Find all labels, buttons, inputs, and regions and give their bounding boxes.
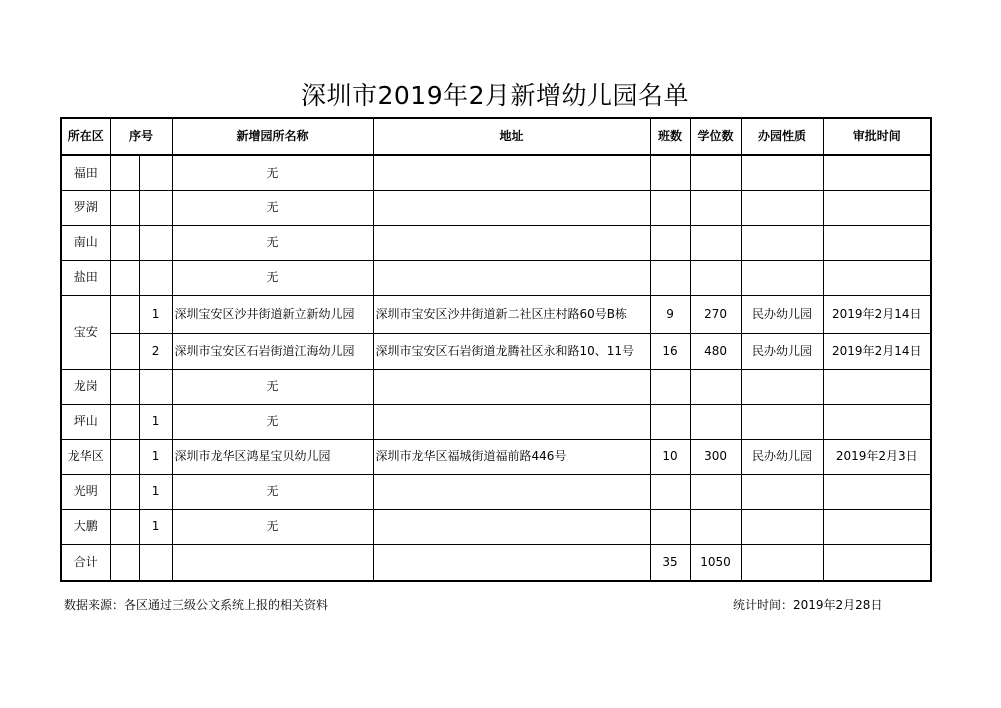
seats-cell	[690, 509, 741, 544]
seq-cell	[139, 369, 172, 404]
seats-cell	[690, 190, 741, 225]
date-cell	[823, 260, 931, 295]
classes-cell	[650, 474, 690, 509]
blank-cell	[110, 190, 139, 225]
type-cell	[741, 190, 823, 225]
seats-cell	[690, 474, 741, 509]
name-cell	[172, 544, 373, 581]
type-cell	[741, 225, 823, 260]
date-cell	[823, 190, 931, 225]
name-cell: 无	[172, 190, 373, 225]
blank-cell	[110, 544, 139, 581]
table-row	[61, 474, 931, 509]
classes-cell	[650, 155, 690, 190]
table-row	[61, 404, 931, 439]
classes-cell: 16	[650, 333, 690, 369]
blank-cell	[110, 404, 139, 439]
district-cell: 福田	[61, 155, 110, 190]
name-cell: 无	[172, 155, 373, 190]
address-cell	[373, 474, 650, 509]
date-cell	[823, 509, 931, 544]
type-cell: 民办幼儿园	[741, 333, 823, 369]
date-cell: 2019年2月14日	[823, 333, 931, 369]
header-seq: 序号	[110, 118, 172, 155]
seq-cell	[139, 225, 172, 260]
district-cell: 宝安	[61, 295, 110, 369]
classes-cell	[650, 225, 690, 260]
type-cell	[741, 474, 823, 509]
header-type: 办园性质	[741, 118, 823, 155]
stat-time-note: 统计时间：2019年2月28日	[733, 598, 883, 612]
seq-cell	[139, 260, 172, 295]
type-cell	[741, 509, 823, 544]
table-row	[61, 225, 931, 260]
table-row	[61, 190, 931, 225]
name-cell: 无	[172, 474, 373, 509]
table-row	[61, 439, 931, 474]
name-cell: 无	[172, 225, 373, 260]
address-cell: 深圳市龙华区福城街道福前路446号	[373, 439, 650, 474]
classes-cell	[650, 369, 690, 404]
district-cell: 罗湖	[61, 190, 110, 225]
district-cell: 盐田	[61, 260, 110, 295]
blank-cell	[110, 333, 139, 369]
address-cell	[373, 155, 650, 190]
seq-cell: 1	[139, 439, 172, 474]
header-classes: 班数	[650, 118, 690, 155]
address-cell	[373, 190, 650, 225]
blank-cell	[110, 369, 139, 404]
type-cell	[741, 260, 823, 295]
table-row	[61, 295, 931, 333]
district-cell: 龙华区	[61, 439, 110, 474]
header-district: 所在区	[61, 118, 110, 155]
header-row	[61, 118, 931, 155]
district-cell: 龙岗	[61, 369, 110, 404]
type-cell	[741, 404, 823, 439]
address-cell	[373, 404, 650, 439]
name-cell: 无	[172, 369, 373, 404]
seats-cell: 270	[690, 295, 741, 333]
header-name: 新增园所名称	[172, 118, 373, 155]
address-cell: 深圳市宝安区石岩街道龙腾社区永和路10、11号	[373, 333, 650, 369]
kindergarten-table	[60, 117, 932, 582]
classes-cell: 10	[650, 439, 690, 474]
seq-cell: 1	[139, 404, 172, 439]
district-cell: 坪山	[61, 404, 110, 439]
name-cell: 无	[172, 260, 373, 295]
type-cell: 民办幼儿园	[741, 295, 823, 333]
name-cell: 深圳市宝安区石岩街道江海幼儿园	[172, 333, 373, 369]
classes-cell	[650, 404, 690, 439]
seats-cell: 480	[690, 333, 741, 369]
classes-cell	[650, 260, 690, 295]
date-cell	[823, 474, 931, 509]
table-row	[61, 155, 931, 190]
header-date: 审批时间	[823, 118, 931, 155]
header-seats: 学位数	[690, 118, 741, 155]
address-cell	[373, 225, 650, 260]
page-title: 深圳市2019年2月新增幼儿园名单	[300, 81, 690, 110]
name-cell: 深圳宝安区沙井街道新立新幼儿园	[172, 295, 373, 333]
table-row	[61, 369, 931, 404]
seq-cell	[139, 155, 172, 190]
date-cell: 2019年2月14日	[823, 295, 931, 333]
seq-cell: 1	[139, 509, 172, 544]
name-cell: 无	[172, 509, 373, 544]
name-cell: 深圳市龙华区鸿星宝贝幼儿园	[172, 439, 373, 474]
total-classes: 35	[650, 544, 690, 581]
blank-cell	[110, 474, 139, 509]
total-label: 合计	[61, 544, 110, 581]
name-cell: 无	[172, 404, 373, 439]
blank-cell	[110, 225, 139, 260]
address-cell	[373, 544, 650, 581]
type-cell	[741, 544, 823, 581]
seq-cell: 2	[139, 333, 172, 369]
seats-cell: 300	[690, 439, 741, 474]
classes-cell: 9	[650, 295, 690, 333]
seats-cell	[690, 225, 741, 260]
total-seats: 1050	[690, 544, 741, 581]
table-row	[61, 260, 931, 295]
seats-cell	[690, 369, 741, 404]
header-address: 地址	[373, 118, 650, 155]
address-cell	[373, 369, 650, 404]
address-cell	[373, 509, 650, 544]
blank-cell	[110, 509, 139, 544]
seq-cell: 1	[139, 295, 172, 333]
data-source-note: 数据来源：各区通过三级公文系统上报的相关资料	[64, 598, 329, 612]
district-cell: 大鹏	[61, 509, 110, 544]
type-cell: 民办幼儿园	[741, 439, 823, 474]
classes-cell	[650, 190, 690, 225]
blank-cell	[110, 295, 139, 333]
district-cell: 光明	[61, 474, 110, 509]
blank-cell	[110, 155, 139, 190]
date-cell	[823, 155, 931, 190]
date-cell	[823, 404, 931, 439]
address-cell: 深圳市宝安区沙井街道新二社区庄村路60号B栋	[373, 295, 650, 333]
type-cell	[741, 369, 823, 404]
blank-cell	[110, 439, 139, 474]
total-row	[61, 544, 931, 581]
seats-cell	[690, 155, 741, 190]
date-cell: 2019年2月3日	[823, 439, 931, 474]
seq-cell	[139, 190, 172, 225]
table-row	[61, 333, 931, 369]
date-cell	[823, 544, 931, 581]
table-row	[61, 509, 931, 544]
date-cell	[823, 225, 931, 260]
seq-cell: 1	[139, 474, 172, 509]
blank-cell	[110, 260, 139, 295]
seats-cell	[690, 404, 741, 439]
address-cell	[373, 260, 650, 295]
type-cell	[741, 155, 823, 190]
date-cell	[823, 369, 931, 404]
classes-cell	[650, 509, 690, 544]
seats-cell	[690, 260, 741, 295]
kindergarten-table-container	[60, 117, 930, 582]
district-cell: 南山	[61, 225, 110, 260]
seq-cell	[139, 544, 172, 581]
